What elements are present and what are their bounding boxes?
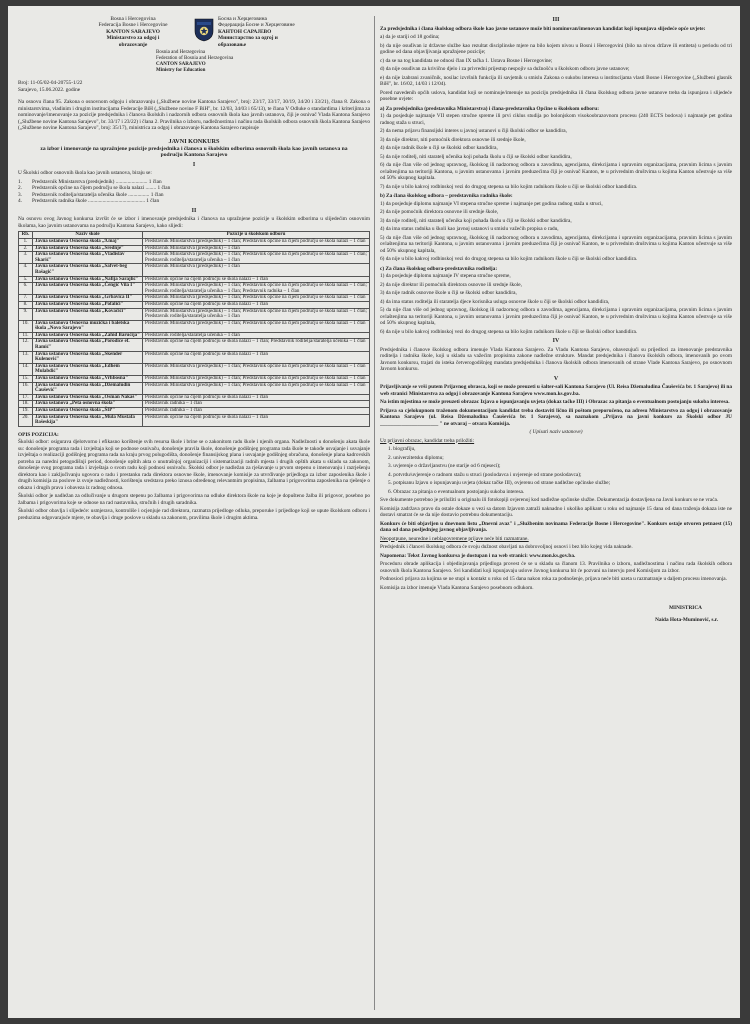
list-item <box>18 198 370 205</box>
positions-cell: Predstavnik Ministarstva (predsjednik) – 1 član; Predstavnik općine na čijem području se škola nalazi – 1 član <box>143 376 370 383</box>
opis-paragraph: Školski odbor: osigurava djelotvorno i efikasno korištenje svih resursa škole i brine se o zakonitom radu škole i njenih organa. Nadležnosti u donošenju akata škole su: donošenje programa rada i izvještaja koji se podnose osnivaču, donošenje pravila škole, donošenje godišnjeg programa rada škole te takođe usvajanje i usvajanje izvještaja o realizaciji godišnjeg programa rada na kraju prvog polugodišta, donošenje finansijskog plana i usvajanje godišnjeg obračuna, donošenje plana kadrovskih potreba za naredni petogodišnji period, donošenje opštih akta o unutrašnjoj organizaciji i sistematizaciji radnih mjesta i drugih opštih akata u skladu sa zakonom, donošenje svog programa rada i izvještaja o svom radu koji podnosi osnivaču. Školski odbor je nadležan za rješavanje u prvom stepenu o imenovanju i razrješenju direktora kao i zaključivanju ugovora o radu i prestanku rada direktora osnovne škole, imenovanje komisije za utvrđivanje prijedloga za izbor zaposlenika škole i drugih komisija za poslove iz svoje nadležnosti, korištenju sredstava preko iznosa određenog relevantnim propisima, žalbama i prigovorima zaposlenika na rješenje o otkazu i drugih prava i obaveza iz radnog odnosa. <box>18 439 370 491</box>
table-row <box>19 351 370 363</box>
application-paragraph: Prijava sa cjelokupnom traženom dokumentacijom kandidat treba dostaviti lično ili poštom preporučeno, na adresu Ministarstvo za odgoj i obrazovanje Kantona Sarajevo (ul. Reisa Džemaludina Čauševića br. 1 Sarajevo), sa naznakom „Prijava na javni konkurs za Školski odbor JU ______________________ " ne otvaraj – otvara Komisija. <box>380 407 732 427</box>
reference-date: Sarajevo, 15.06.2022. godine <box>18 86 81 93</box>
documents-list <box>380 446 732 495</box>
list-item: 1. biografiju, <box>388 446 416 452</box>
table-row <box>19 264 370 276</box>
header-left-line: KANTON SARAJEVO <box>106 28 160 35</box>
section-3-tail: Pored navedenih općih uslova, kandidat koji se nominuje/imenuje na poziciju predsjednika ili člana školskog odbora javne ustanove treba da ispunjava i slijedeće posebne uvjete: <box>380 89 732 102</box>
school-name-cell: Javna ustanova Osnovna škola „ŠIP" <box>33 408 143 415</box>
list-item: 6) da nije u bilo kakvoj rodbinskoj vezi do drugog stepena sa bilo kojim radnikom škole u čiji se školski odbor kandidira. <box>380 256 638 262</box>
school-name-cell: Javna ustanova Osnovna škola „Pofalići" <box>33 301 143 308</box>
schools-table <box>18 231 370 426</box>
item-number: 2. <box>18 185 22 192</box>
application-paragraph: Predsjednik i članovi školskog odbora će svoju dužnost obavljati na dobrovoljnoj osnovi i bez bilo kojeg vida naknade. <box>380 544 633 550</box>
header-right-line: Федерација Босне и Херцеговине <box>218 22 295 29</box>
school-name-cell: Javna ustanova Osnovna škola „Kovačići" <box>33 308 143 320</box>
positions-cell: Predstavnik općine na čijem području se škola nalazi – 1 član <box>143 351 370 363</box>
row-number-cell: 3. <box>19 252 33 264</box>
list-item: 2) da nema prijavu finansijski interes u javnoj ustanovi u čiji školski odbor se kandidira, <box>380 128 567 134</box>
row-number-cell: 15. <box>19 376 33 383</box>
table-row <box>19 245 370 252</box>
section-number: III <box>552 17 560 23</box>
school-name-cell: Javna ustanova Osnovna škola „Grbavica II" <box>33 295 143 302</box>
list-item: 2. univerzitetsku diplomu; <box>388 454 444 461</box>
signature-name: Naida Hota-Muminović, s.r. <box>655 616 718 623</box>
list-item: 3) da nije direktor, niti pomoćnik direktora osnovne ili srednje škole, <box>380 136 526 143</box>
web-note: Napomena: Tekst Javnog konkursa je dostupan i na web stranici: www.mon.ks.gov.ba. <box>380 552 576 559</box>
subsection-b-list <box>380 201 732 263</box>
application-paragraph: Sve dokumente potrebno je priložiti u originalu ili fotokopiji ovjerenoj kod nadležne općinske službe. Dokumentacija dostavljena na Javni konkurs se ne vraća. <box>380 497 719 503</box>
list-item: 4) da ima status radnika u školi kao javnoj ustanovi u smislu važećih propisa o radu, <box>380 226 559 232</box>
table-row <box>19 363 370 375</box>
list-item: 2) da nije direktor ili pomoćnik direktora osnovne ili srednje škole, <box>380 281 522 288</box>
document-title: JAVNI KONKURS <box>168 137 220 145</box>
positions-cell: Predstavnik Ministarstva (predsjednik) – 1 član; Predstavnik općine na čijem području se škola nalazi – 1 član; Predstavnik roditelja/staratelja učenika – 1 član <box>143 252 370 264</box>
table-row <box>19 408 370 415</box>
positions-cell: Predstavnik Ministarstva (predsjednik) – 1 član; Predstavnik općine na čijem području se škola nalazi – 1 član; Predstavnik roditelja/staratelja učenika – 1 član; Predstavnik radnika – 1 član <box>143 283 370 295</box>
item-text: Predstavnik radnika škole ........................................... 1 član <box>32 198 160 205</box>
row-number-cell: 1. <box>19 238 33 245</box>
table-row <box>19 401 370 408</box>
positions-cell: Predstavnik Ministarstva (predsjednik) – 1 član <box>143 245 370 252</box>
row-number-cell: 11. <box>19 332 33 339</box>
table-row <box>19 252 370 264</box>
row-number-cell: 6. <box>19 283 33 295</box>
newspaper-page <box>8 6 740 1018</box>
reference-number: Broj: 11-05/02-04-20755-1/22 <box>18 80 83 86</box>
section-number: IV <box>552 338 560 344</box>
positions-cell: Predstavnik Ministarstva (predsjednik) – 1 član; Predstavnik općine na čijem području se škola nalazi – 1 član <box>143 382 370 394</box>
positions-cell: Predstavnik radnika – 1 član <box>143 408 370 415</box>
table-row <box>19 308 370 320</box>
header-left-line: obrazovanje <box>118 41 148 48</box>
positions-cell: Predstavnik općine na čijem području se škola nalazi – 1 član <box>143 394 370 401</box>
list-item: 1) da posjeduje najmanje VII stepen stručne spreme ili prvi ciklus studija po bolonjskom visokoobrazovnom procesu (240 ECTS bodova) i najmanje pet godina radnog staža u struci, <box>380 113 732 126</box>
item-text: Predstavnik općine na čijem području se škola nalazi ........ 1 član <box>32 185 171 192</box>
school-name-cell: Javna ustanova Osnovna škola „Džemaludin Čaušević" <box>33 382 143 394</box>
table-row <box>19 283 370 295</box>
header-right-line: КАНТОН САРАЈЕВО <box>218 28 272 35</box>
list-item: 3) da nije roditelj, niti staratelj učenika koji pohađa školu u čiji se školski odbor kandidira, <box>380 217 572 224</box>
list-item: a) da je stariji od 18 godina; <box>380 34 440 40</box>
row-number-cell: 12. <box>19 339 33 351</box>
row-number-cell: 2. <box>19 245 33 252</box>
subsection-a-list <box>380 113 732 190</box>
table-header-cell: Naziv škole <box>33 232 143 239</box>
list-item: 2) da nije pomoćnik direktora osnovne ili srednje škole, <box>380 209 499 215</box>
positions-cell: Predstavnik Ministarstva (predsjednik) – 1 član <box>143 264 370 276</box>
signature-role: MINISTRICA <box>669 605 702 611</box>
reference-block <box>18 80 370 93</box>
header-english-line: Federation of Bosnia and Herzegovina <box>156 56 234 61</box>
row-number-cell: 19. <box>19 408 33 415</box>
documents-lead: Uz prijavni obrazac, kandidat treba priložiti: <box>380 437 475 444</box>
school-name-cell: Javna ustanova Osnovna škola „Skender Kulenović" <box>33 351 143 363</box>
positions-cell: Predstavnik Ministarstva (predsjednik) – 1 član; Predstavnik općine na čijem području se škola nalazi – 1 član <box>143 363 370 375</box>
list-item: 6) da nije u bilo kakvoj rodbinskoj vezi do drugog stepena sa bilo kojim radnikom škole u čiji se školski odbor kandidira. <box>380 328 638 335</box>
list-item: b) da nije osuđivan iz državne službe kao rezultat disciplinske mjere na bilo kojem nivou u Bosni i Hercegovini (bilo na nivou države ili entiteta) u periodu od tri godine od dana objavljivanja upražnjene pozicije; <box>380 42 732 55</box>
row-number-cell: 5. <box>19 276 33 283</box>
ministry-header <box>18 14 370 72</box>
header-left-line: Federacija Bosne i Hercegovine <box>98 22 168 29</box>
header-right-line: образовање <box>218 41 247 48</box>
application-paragraph: Na istim mjestima se može preuzeti obrazac Izjava o ispunjavanju uvjeta (dokaz tačke III) i Obrazac za pitanja o eventualnom postojanju sukoba interesa. <box>380 399 730 405</box>
opis-paragraph: Školski odbor je nadležan za odlučivanje u drugom stepenu po žalbama i prigovorima na odluke direktora škole na koje je dopušteno žalba ili prigovor, posebno po žalbama i prigovorima koje se odnose na rad nastavnika, stručnih i drugih saradnika. <box>18 493 370 506</box>
subsection-c-list <box>380 273 732 335</box>
left-column <box>18 14 370 1012</box>
application-paragraph: Komisija zadržava pravo da ostale dokaze u vezi sa datom Izjavom zatraži naknadno i ukoliko aplikant u roku od najmanje 15 dana od dana traženja dokaza iste ne dostavi smatrat će se da nije dostavio potrebnu dokumentaciju. <box>380 505 732 518</box>
header-right-line: Министарство за одгој и <box>218 35 278 42</box>
item-text: Predstavnik Ministarstva (predsjednik) ........................ 1 član <box>32 178 162 185</box>
table-row <box>19 295 370 302</box>
list-item: 6. Obrazac za pitanja o eventualnom postojanju sukoba interesa. <box>388 488 525 495</box>
school-name-cell: Javna ustanova Osnovna škola „Porodice ef. Ramić" <box>33 339 143 351</box>
section-number: V <box>553 375 559 382</box>
subsection-a-title: a) Za predsjednika (predstavnika Ministarstva) i člana-predstavnika Općine u školskom odboru: <box>380 105 599 112</box>
row-number-cell: 8. <box>19 301 33 308</box>
row-number-cell: 14. <box>19 363 33 375</box>
application-paragraph: Komisija za izbor imenuje Vlada Kantona Sarajevo posebnom odlukom. <box>380 584 534 591</box>
application-note: ( Upisati naziv ustanove) <box>529 429 583 435</box>
header-right-line: Босна и Херцеговина <box>218 16 267 22</box>
school-name-cell: Javna ustanova Osnovna škola „Vrhbosna" <box>33 376 143 383</box>
row-number-cell: 18. <box>19 401 33 408</box>
section-number: I <box>192 161 196 168</box>
table-row <box>19 394 370 401</box>
list-item: 4. potvrdu/uvjerenje o radnom stažu u struci (poslodavca i uvjerenje od strane poslodavca); <box>388 471 582 478</box>
positions-cell: Predstavnik Ministarstva (predsjednik) – 1 član; Predstavnik općine na čijem području se škola nalazi – 1 član <box>143 320 370 332</box>
application-paragraph: Prijavljivanje se vrši putem Prijavnog obrasca, koji se može preuzeti u šalter-sali Kantona Sarajevo (Ul. Reisa Džemaludina Čauševića br. 1 Sarajevo) ili na web stranici Ministarstva za odgoj i obrazovanje Kantona Sarajevo www.mon.ks.gov.ba. <box>380 384 732 397</box>
positions-cell: Predstavnik Ministarstva (predsjednik) – 1 član; Predstavnik općine na čijem području se škola nalazi – 1 član <box>143 238 370 245</box>
row-number-cell: 20. <box>19 414 33 426</box>
positions-cell: Predstavnik općine na čijem području se škola nalazi – 1 član <box>143 301 370 308</box>
list-item: c) da se na tog kandidata ne odnosi član IX tačka 1. Ustava Bosne i Hercegovine; <box>380 57 553 64</box>
list-item: 3. uvjerenje o državljanstvu (ne starije od 6 mjeseci); <box>388 463 501 469</box>
positions-cell: Predstavnik radnika – 1 član <box>143 401 370 408</box>
school-name-cell: Javna ustanova Osnovna škola „Mula Mustafa Bašeskija" <box>33 414 143 426</box>
table-header-cell: Pozicije u školskom odboru <box>143 232 370 239</box>
table-row <box>19 414 370 426</box>
canton-crest-icon <box>194 18 214 42</box>
positions-cell: Predstavnik općine na čijem području se škola nalazi – 1 član <box>143 276 370 283</box>
header-english-line: Bosnia and Herzegovina <box>156 50 206 55</box>
table-row <box>19 276 370 283</box>
row-number-cell: 7. <box>19 295 33 302</box>
school-name-cell: Javna ustanova Osnovna muzička i baletska škola „Novo Sarajevo" <box>33 320 143 332</box>
general-conditions-list <box>380 34 732 88</box>
list-item: d) da nije osuđivan za krivično djelo i za privredni prijestup nespojiv sa dužnošću u školskom odboru javne ustanove; <box>380 66 630 72</box>
positions-cell: Predstavnik Ministarstva (predsjednik) – 1 član; Predstavnik općine na čijem području se škola nalazi – 1 član <box>143 295 370 302</box>
positions-cell: Predstavnik općine na čijem području se škola nalazi – 1 član <box>143 414 370 426</box>
section-number: II <box>191 207 197 214</box>
row-number-cell: 17. <box>19 394 33 401</box>
table-row <box>19 339 370 351</box>
table-row <box>19 376 370 383</box>
section-1-lead: U Školski odbor osnovnih škola kao javnih ustanova, biraju se: <box>18 170 152 177</box>
section-3-lead: Za predsjednika i člana školskog odbora škole kao javne ustanove može biti nominovan/imenovan kandidat koji ispunjava slijedeće opće uvjete: <box>380 25 706 32</box>
positions-cell: Predstavnik roditelja/staratelja učenika – 1 član <box>143 332 370 339</box>
table-header-row <box>19 232 370 239</box>
section-2-lead: Na osnovu ovog Javnog konkursa izvršit će se izbor i imenovanje predsjednika i članova na upražnjene pozicije u školskim odborima u slijedećim osnovnim školama, kao javnim ustanovama na području Kantona Sarajevo, kako slijedi: <box>18 216 370 229</box>
item-text: Predstavnik roditelja/staratelja učenika škole ................ 1 član <box>32 191 164 198</box>
board-composition-list <box>18 179 370 205</box>
table-body <box>19 238 370 426</box>
positions-cell: Predstavnik općine na čijem području se škola nalazi – 1 član; Predstavnik roditelja/staratelja učenika – 1 član <box>143 339 370 351</box>
header-left-block <box>78 16 188 48</box>
list-item: 3) da nije radnik osnovne škole u čiji se školski odbor kandidira, <box>380 290 517 296</box>
list-item: 1) da posjeduje diplomu najmanje VI stepena stručne spreme i najmanje pet godina radnog staža u struci, <box>380 200 603 207</box>
list-item: 1) da posjeduje diplomu najmanje IV stepena stručne spreme, <box>380 273 511 279</box>
list-item: 5) da nije roditelj, niti staratelj učenika koji pohađa školu u čiji se školski odbor kandidira, <box>380 153 572 160</box>
header-left-line: Ministarstvo za odgoj i <box>106 35 160 42</box>
table-row <box>19 382 370 394</box>
right-column <box>380 14 732 1012</box>
list-item: 4) da nije radnik škole u čiji se školski odbor kandidira, <box>380 145 498 151</box>
section-4-text: Predsjednika i članove školskog odbora imenuje Vlada Kantona Sarajevo. Za Vladu Kantona Sarajevo, obavezujući su prijedloci za imenovanje predstavnika roditelja i radnika škole, koji u skladu sa važećim propisima zakone nadležne strukture. Mandat predsjednika i članova školskih odbora, imenovanih po ovom Javnom konkursu, trajati do isteka četverogodišnjeg mandata predsjednika i članova školskih odbora imenovanih od strane Vlade Kantona Sarajevo, po osnovnom Javnom konkursu. <box>380 346 732 372</box>
publication-paragraph: Konkurs će biti objavljen u dnevnom listu „Dnevni avaz" i „Službenim novinama Federacije Bosne i Hercegovine". Konkurs ostaje otvoren petnaest (15) dana od dana posljednjeg javnog objavljivanja. <box>380 520 732 533</box>
incomplete-note: Neopotpune, neuredne i neblagovremene prijave neće biti razmatrane. <box>380 535 529 542</box>
school-name-cell: Javna ustanova „Peta osnovna škola" <box>33 401 143 408</box>
school-name-cell: Javna ustanova Osnovna škola „Zahid Baručija" <box>33 332 143 339</box>
row-number-cell: 4. <box>19 264 33 276</box>
list-item: 5) da nije član više od jednog upravnog, školskog ili nadzornog odbora u zavodima, agencijama, direkcijama i upravnim organizacijama, pravnim licima s javnim ovlaštenjima na teritoriji Kantona, u javnim ustanovama i javnim preduzećima čiji je osnivač Kanton, te u privrednim društvima u kojima Kanton učestvuje sa više od 50% ukupnog kapitala, <box>380 234 732 254</box>
intro-paragraph: Na osnovu člana 95. Zakona o osnovnom odgoju i obrazovanju („Službene novine Kantona Sarajevo", broj: 23/17, 33/17, 30/19, 34/20 i 33/21), člana 8. Zakona o ministarstvima, vladinim i drugim institucijama Federacije BiH („Službene novine F BiH", br. 12/03, 34/03 i 65/13), te člana V Odluke o standardima i kriterijima za nominovanje/imenovanje za pozicije predsjednika i članova školskih i nadzornih odbora osnovnih škola kao javnih ustanova, čiji je osnivač Vlada Kantona Sarajevo („Službene novine Kantona Sarajevo", br. 33/17 i 23/22) i člana 2. Pravilnika o izboru, nadležnostima i načinu rada školskih odbora osnovnih škola Kantona Sarajevo („Službene novine Kantona Sarajevo", broj: 35/17), ministrica za odgoj i obrazovanje Kantona Sarajevo raspisuje <box>18 99 370 131</box>
list-item: 4) da ima status roditelja ili staratelja djece korisnika usluga osnovne škole u čiji se školski odbor kandidira, <box>380 298 610 305</box>
item-number: 3. <box>18 191 22 198</box>
list-item: 5. potpisanu Izjavu o ispunjavanju uvjeta (dokaz tačke III), ovjerenu od strane nadležne općinske službe; <box>388 480 611 486</box>
row-number-cell: 16. <box>19 382 33 394</box>
header-right-block <box>218 16 338 48</box>
table-row <box>19 301 370 308</box>
application-paragraph: Podnosioci prijava za kojima se ne stupi u kontakt u roku od 15 dana nakon roka za podnošenje, prijava neće biti uzeta u razmatranje u daljem procesu imenovanja. <box>380 576 727 582</box>
header-english-line: Ministry for Education <box>156 68 206 73</box>
list-item: e) da nije izabrani zvaničnik, nosilac izvršnih funkcija ili savjetnik u smislu Zakona o sukobu interesa u institucijama vlasti Bosne i Hercegovine („Službeni glasnik BiH", br. 16/02, 14/03 i 12/04). <box>380 74 732 87</box>
header-english-line: CANTON SARAJEVO <box>156 62 206 67</box>
row-number-cell: 9. <box>19 308 33 320</box>
document-subtitle: za izbor i imenovanje na upražnjene pozicije predsjednika i članova u školskim odborima osnovnih škola kao javnih ustanova na području Kantona Sarajevo <box>40 145 348 159</box>
table-row <box>19 238 370 245</box>
table-row <box>19 320 370 332</box>
list-item: 5) da nije član više od jednog upravnog, školskog ili nadzornog odbora u zavodima, agencijama, direkcijama i upravnim organizacijama, pravnim licima s javnim ovlaštenjima na teritoriji Kantona, u javnim ustanovama i javnim preduzećima čiji je osnivač Kanton, te u privrednim društvima u kojima Kanton učestvuje sa više od 50% ukupnog kapitala, <box>380 307 732 326</box>
column-divider <box>374 16 375 1010</box>
school-name-cell: Javna ustanova Osnovna škola „9.maj" <box>33 238 143 245</box>
school-name-cell: Javna ustanova Osnovna škola „Safvet-beg Bašagić" <box>33 264 143 276</box>
positions-cell: Predstavnik Ministarstva (predsjednik) – 1 član; Predstavnik općine na čijem području se škola nalazi – 1 član; Predstavnik roditelja/staratelja učenika – 1 član <box>143 308 370 320</box>
item-number: 1. <box>18 178 22 185</box>
header-left-line: Bosna i Hercegovina <box>110 16 156 22</box>
opis-paragraph: Školski odbor obavlja i slijedeće: usmjerava, kontroliše i ocjenjuje rad direktora, razmatra prijedloge odluka, preporuke i prijedloge koji se upute školskom odboru i preduzima odgovarajuće mjere, te obavlja i druge poslove u skladu sa zakonom, pravilima škole i drugim aktima. <box>18 508 370 521</box>
subsection-b-title: b) Za člana školskog odbora – predstavnika radnika škole: <box>380 193 513 199</box>
school-name-cell: Javna ustanova Osnovna škola „Osman Nakaš" <box>33 394 143 401</box>
subsection-c-title: c) Za člana školskog odbora-predstavnika roditelja: <box>380 265 498 272</box>
school-name-cell: Javna ustanova Osnovna škola „Edhem Mulabdić" <box>33 363 143 375</box>
header-english-block <box>156 50 286 74</box>
school-name-cell: Javna ustanova Osnovna škola „Vladislav Skarić" <box>33 252 143 264</box>
item-number: 4. <box>18 198 22 205</box>
table-header-cell: Rb. <box>19 232 33 239</box>
list-item: 7) da nije u bilo kakvoj rodbinskoj vezi do drugog stepena sa bilo kojim radnikom škole u čiji se školski odbor kandidira. <box>380 183 638 190</box>
list-item: 6) da nije član više od jednog upravnog, školskog ili nadzornog odbora u zavodima, agencijama, direkcijama i upravnim organizacijama, pravnim licima s javnim ovlaštenjima na teritoriji Kantona, u javnim ustanovama i javnim preduzećima čiji je osnivač Kanton, te u privrednim društvima u kojima Kanton učestvuje sa više od 50% ukupnog kapitala. <box>380 162 732 181</box>
opis-title: OPIS POZICIJA: <box>18 431 59 438</box>
school-name-cell: Javna ustanova Osnovna škola „Srednje" <box>33 245 143 252</box>
school-name-cell: Javna ustanova Osnovna škola „Nafija Sarajlić" <box>33 276 143 283</box>
table-row <box>19 332 370 339</box>
row-number-cell: 13. <box>19 351 33 363</box>
school-name-cell: Javna ustanova Osnovna škola „Čengić Vila I" <box>33 283 143 295</box>
row-number-cell: 10. <box>19 320 33 332</box>
application-paragraph: Proceduru obrade aplikacija i objedinjavanja prijedloga provest će se u skladu sa članom 13. Pravilnika o izboru, nadležnostima i načinu rada školskih odbora osnovnih škola Kantona Sarajevo. Svi kandidati koji ispunjavaju uslove Javnog konkursa bit će pozvani na intervju pred Komisijom za izbor. <box>380 561 732 574</box>
